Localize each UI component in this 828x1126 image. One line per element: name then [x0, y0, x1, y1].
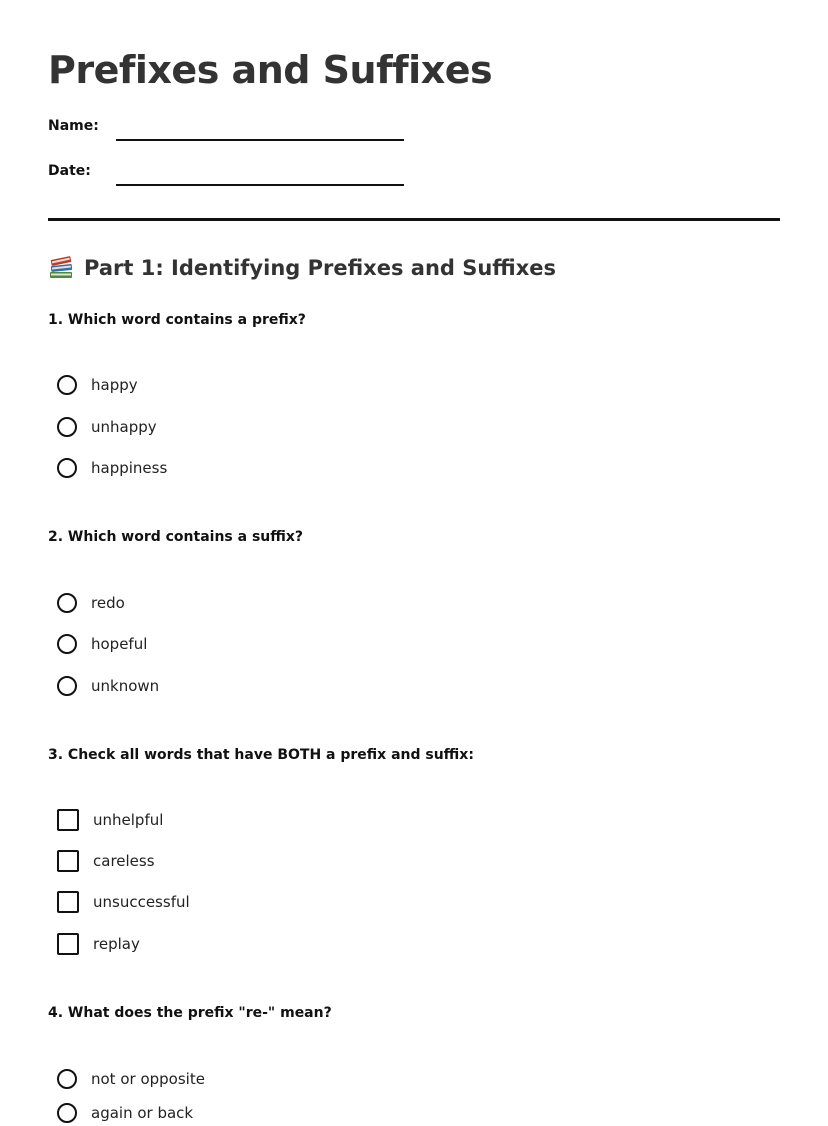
- radio-button[interactable]: [57, 1103, 77, 1123]
- question-3: 3. Check all words that have BOTH a prefix and suffix:: [48, 747, 474, 763]
- radio-button[interactable]: [57, 1069, 77, 1089]
- option-redo[interactable]: [57, 590, 125, 616]
- question-4: 4. What does the prefix "re-" mean?: [48, 1005, 332, 1021]
- option-label: unknown: [91, 677, 160, 695]
- radio-button[interactable]: [57, 417, 77, 437]
- date-field[interactable]: [48, 163, 408, 193]
- checkbox[interactable]: [57, 891, 79, 913]
- option-label: unsuccessful: [93, 893, 190, 911]
- option-label: careless: [93, 852, 155, 870]
- option-not-or-opposite[interactable]: [57, 1066, 205, 1092]
- books-icon: [48, 256, 74, 280]
- option-careless[interactable]: [57, 848, 155, 874]
- option-label: not or opposite: [91, 1070, 205, 1088]
- radio-button[interactable]: [57, 634, 77, 654]
- question-2: 2. Which word contains a suffix?: [48, 529, 304, 545]
- checkbox[interactable]: [57, 933, 79, 955]
- option-label: unhelpful: [93, 811, 164, 829]
- radio-button[interactable]: [57, 593, 77, 613]
- option-again-or-back[interactable]: [57, 1100, 193, 1126]
- question-1: 1. Which word contains a prefix?: [48, 312, 306, 328]
- date-input-line[interactable]: [116, 184, 404, 186]
- option-hopeful[interactable]: [57, 631, 147, 657]
- option-label: hopeful: [91, 635, 148, 653]
- header-divider: [48, 218, 780, 221]
- page-title: Prefixes and Suffixes: [48, 48, 493, 92]
- option-label: replay: [93, 935, 140, 953]
- checkbox[interactable]: [57, 850, 79, 872]
- name-input-line[interactable]: [116, 139, 404, 141]
- radio-button[interactable]: [57, 676, 77, 696]
- checkbox[interactable]: [57, 809, 79, 831]
- option-label: happy: [91, 376, 138, 394]
- option-happy[interactable]: [57, 372, 138, 398]
- option-unsuccessful[interactable]: [57, 889, 190, 915]
- date-label: Date:: [48, 163, 91, 179]
- option-label: unhappy: [91, 418, 157, 436]
- name-label: Name:: [48, 118, 99, 134]
- option-label: redo: [91, 594, 125, 612]
- option-label: again or back: [91, 1104, 194, 1122]
- option-replay[interactable]: [57, 931, 140, 957]
- section-title: [48, 256, 556, 280]
- section-title-text: Part 1: Identifying Prefixes and Suffixes: [84, 256, 557, 280]
- option-unhappy[interactable]: [57, 414, 157, 440]
- radio-button[interactable]: [57, 458, 77, 478]
- option-unknown[interactable]: [57, 673, 159, 699]
- option-happiness[interactable]: [57, 455, 167, 481]
- option-label: happiness: [91, 459, 168, 477]
- radio-button[interactable]: [57, 375, 77, 395]
- name-field[interactable]: [48, 118, 408, 148]
- option-unhelpful[interactable]: [57, 807, 163, 833]
